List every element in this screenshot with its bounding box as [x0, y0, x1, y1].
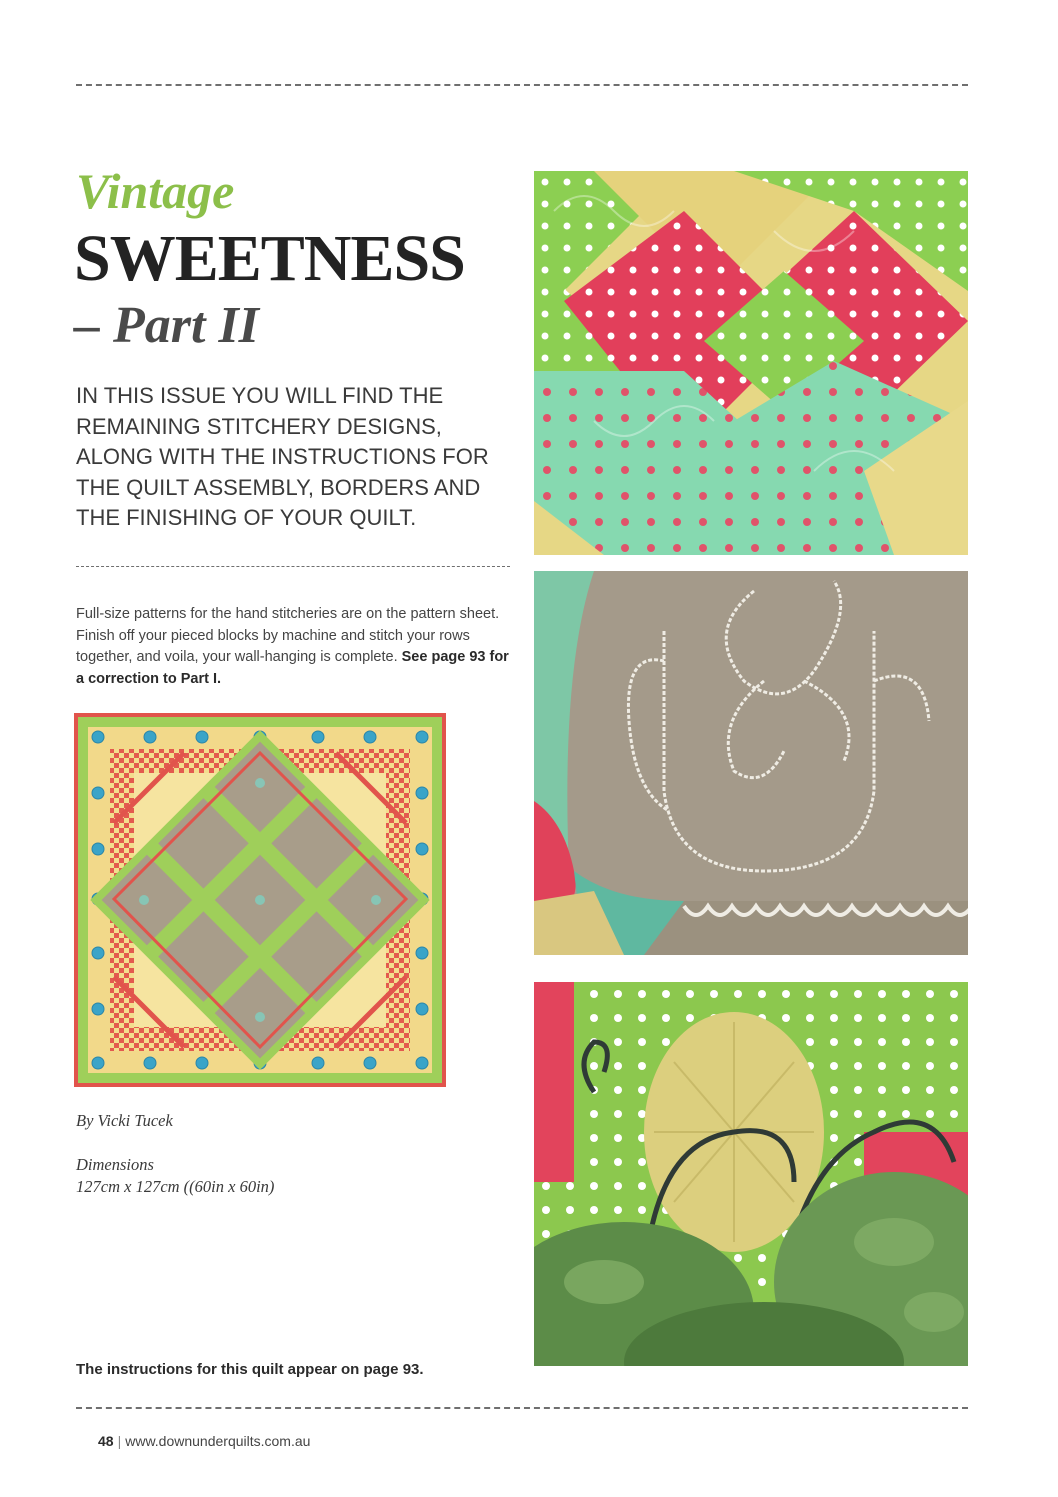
intro-dashed-rule — [76, 566, 510, 567]
dimensions-value: 127cm x 127cm ((60in x 60in) — [76, 1177, 275, 1196]
photo-applique-artichokes — [534, 982, 968, 1366]
instructions-note: The instructions for this quilt appear on page 93. — [76, 1361, 424, 1378]
title-part-two: – Part II — [74, 297, 259, 354]
title-sweetness: SWEETNESS — [74, 222, 465, 295]
bottom-dashed-rule — [76, 1407, 968, 1409]
author-byline: By Vicki Tucek — [76, 1111, 173, 1130]
quilt-image — [74, 713, 446, 1087]
top-dashed-rule — [76, 84, 968, 86]
footer-separator: | — [117, 1433, 122, 1449]
correction-note: See page 93 for a correction to Part I. — [76, 649, 509, 687]
body-text — [76, 604, 516, 690]
body-paragraph: Full-size patterns for the hand stitcheries are on the pattern sheet. Finish off your pieced blocks by machine and stitch your rows together, and voila, your wall-hanging is complete. — [76, 606, 500, 665]
page-number: 48 — [98, 1433, 114, 1449]
title-vintage: Vintage — [76, 163, 235, 219]
intro-text: IN THIS ISSUE YOU WILL FIND THE REMAINING STITCHERY DESIGNS, ALONG WITH THE INSTRUCTIONS FOR THE QUILT ASSEMBLY, BORDERS AND THE FINISHING OF YOUR QUILT. — [76, 383, 489, 530]
photo-pieced-blocks — [534, 171, 968, 555]
website-link[interactable]: www.downunderquilts.com.au — [125, 1433, 311, 1449]
dimensions-label: Dimensions — [76, 1155, 154, 1174]
page-footer — [98, 1433, 310, 1449]
photo-stitchery — [534, 571, 968, 955]
